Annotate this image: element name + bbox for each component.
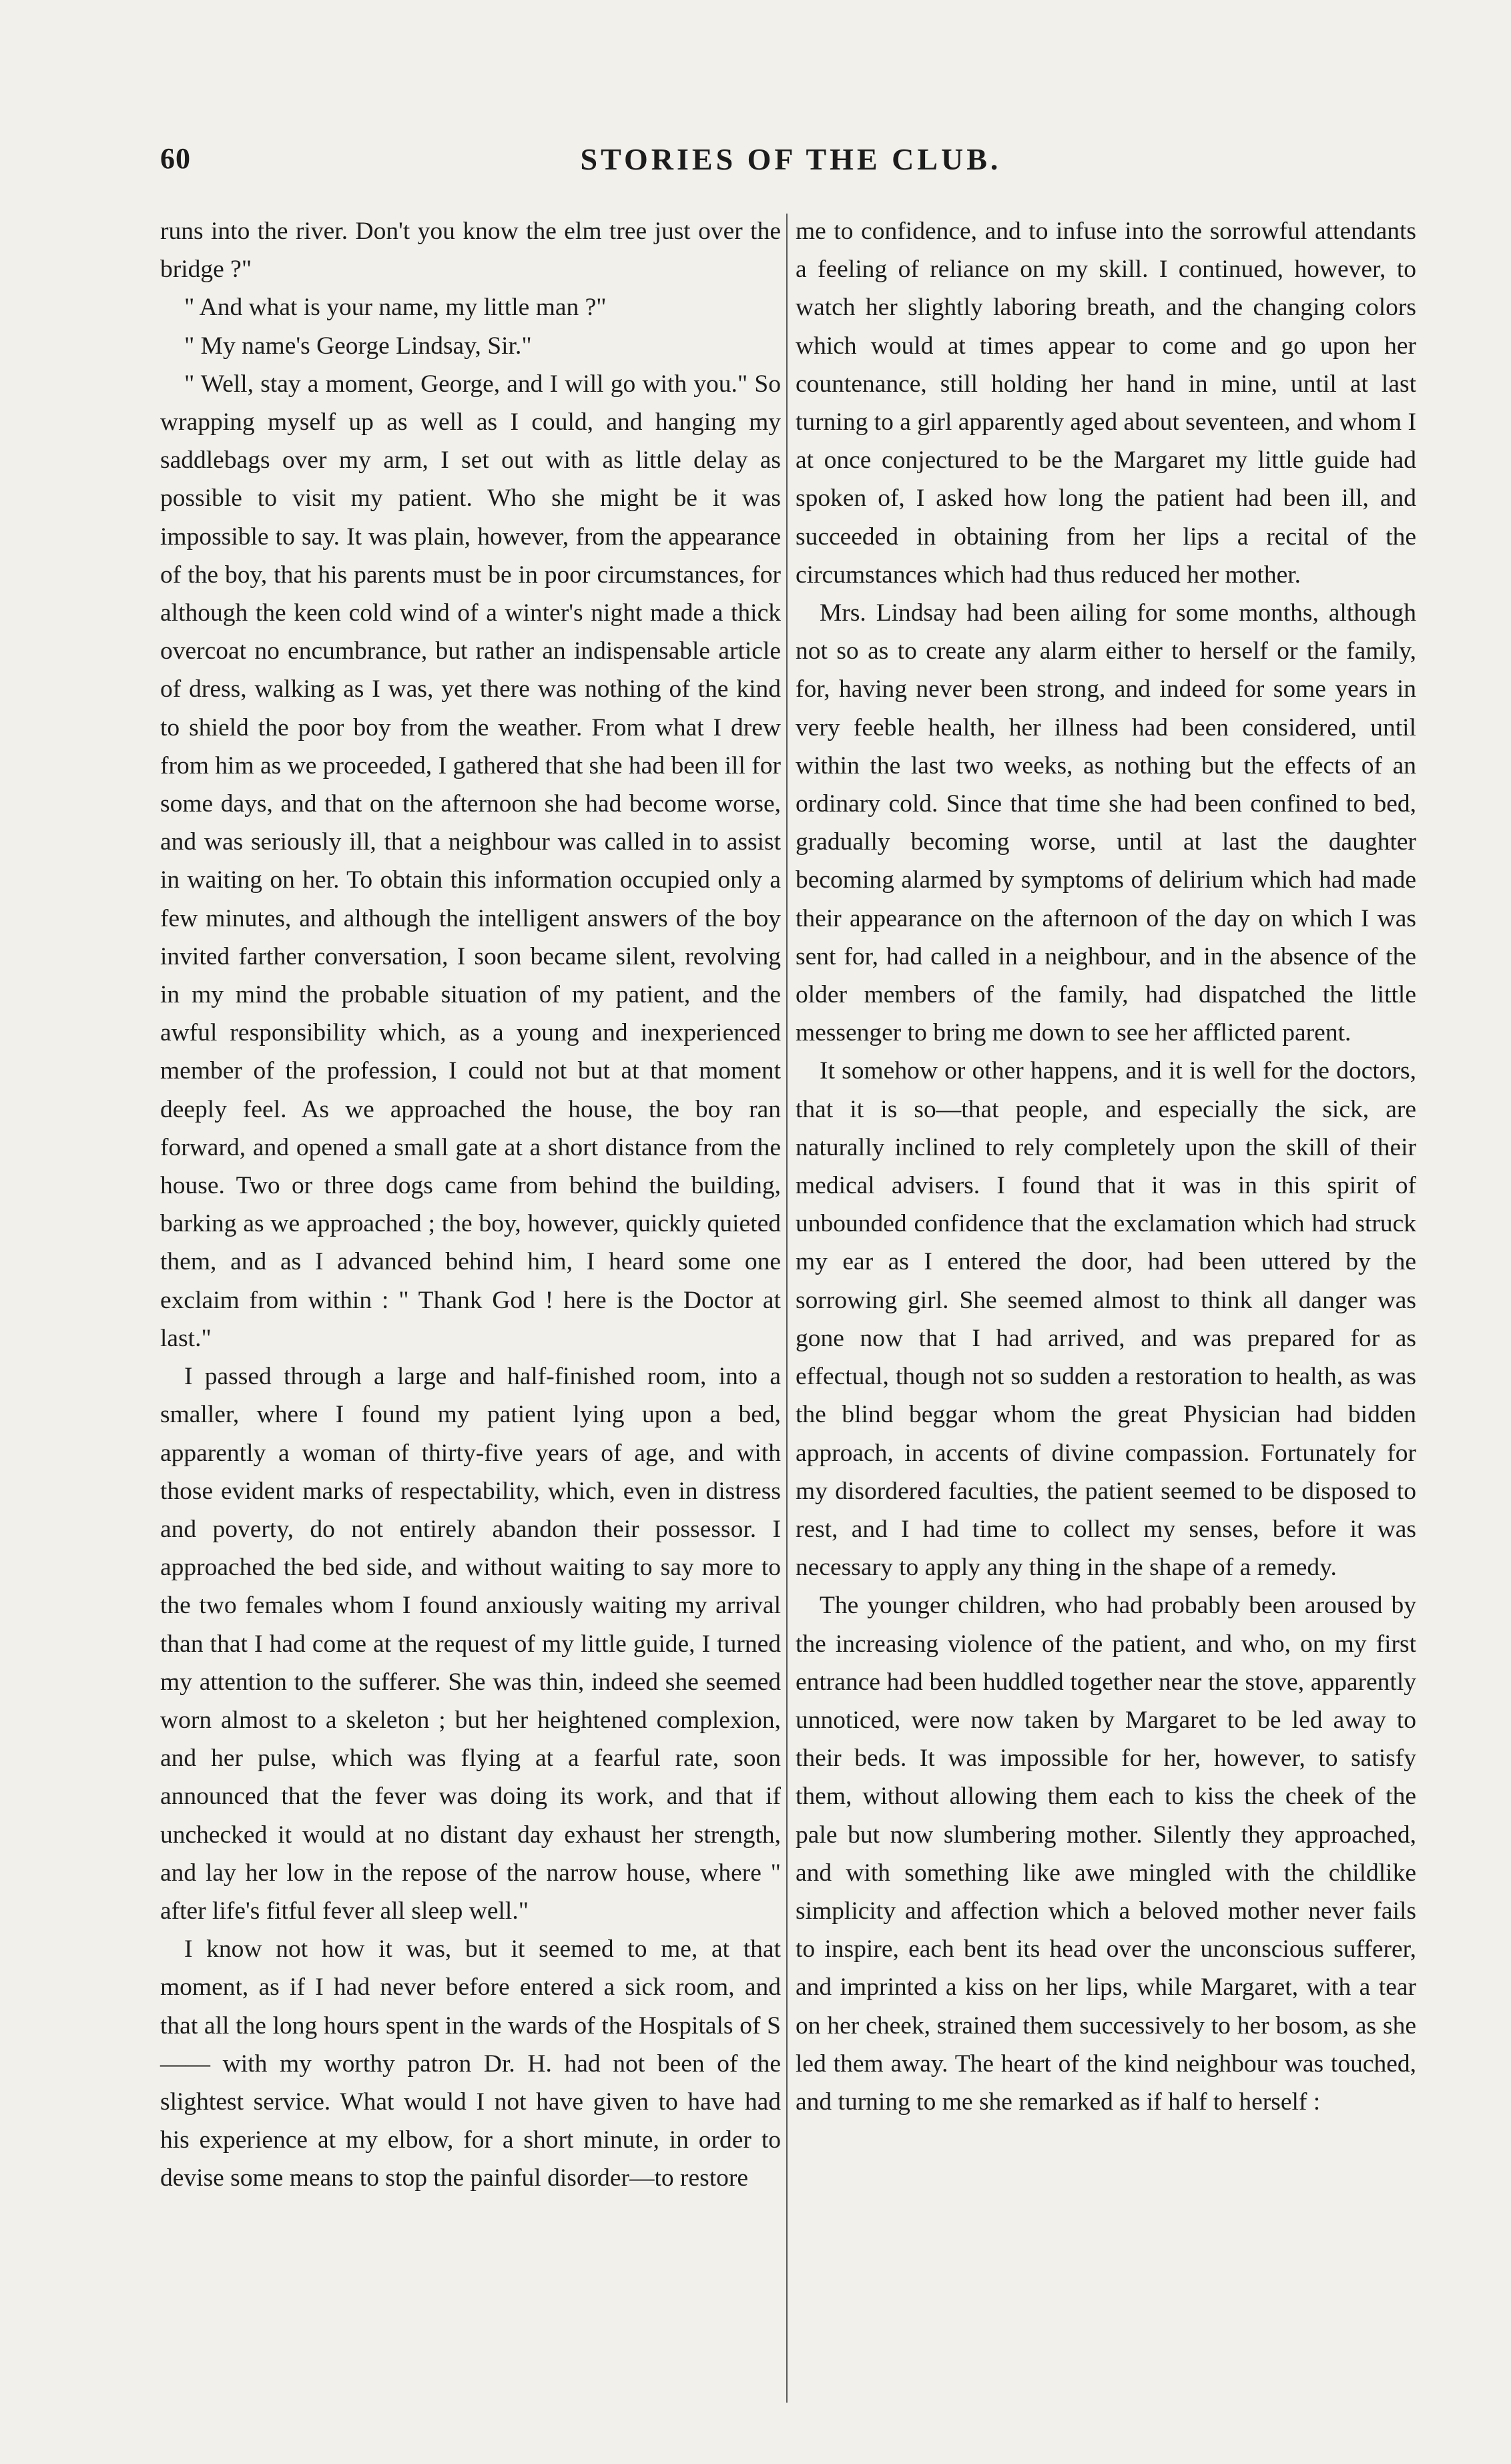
- paragraph: It somehow or other happens, and it is well for the doctors, that it is so—that people, and especially the sick, are naturally inclined to rely completely upon the skill of their medical advisers. I found that it was in this spirit of unbounded confidence that the exclamation which had struck my ear as I entered the door, had been uttered by the sorrowing girl. She seemed almost to think all danger was gone now that I had arrived, and was prepared for as effectual, though not so sudden a restoration to health, as was the blind beggar whom the great Physician had bidden approach, in accents of divine compassion. Fortunately for my disordered faculties, the patient seemed to be disposed to rest, and I had time to collect my senses, before it was necessary to apply any thing in the shape of a remedy.: [796, 1057, 1416, 1582]
- paragraph: me to confidence, and to infuse into the sorrowful attendants a feeling of reliance on my skill. I continued, however, to watch her slightly laboring breath, and the changing colors which would at times appear to come and go upon her countenance, still holding her hand in mine, until at last turning to a girl apparently aged about seventeen, and whom I at once conjectured to be the Margaret my little guide had spoken of, I asked how long the patient had been ill, and succeeded in obtaining from her lips a recital of the circumstances which had thus reduced her mother.: [796, 218, 1416, 589]
- paragraph: runs into the river. Don't you know the elm tree just over the bridge ?": [160, 218, 781, 284]
- left-column: [160, 212, 781, 2198]
- page-header: [160, 141, 1422, 195]
- paragraph: Mrs. Lindsay had been ailing for some months, although not so as to create any alarm either to herself or the family, for, having never been strong, and indeed for some years in very feeble health, her illness had been considered, until within the last two weeks, as nothing but the effects of an ordinary cold. Since that time she had been confined to bed, gradually becoming worse, until at last the daughter becoming alarmed by symptoms of delirium which had made their appearance on the afternoon of the day on which I was sent for, had called in a neighbour, and in the absence of the older members of the family, had dispatched the little messenger to bring me down to see her afflicted parent.: [796, 599, 1416, 1047]
- paragraph: " Well, stay a moment, George, and I will go with you." So wrapping myself up as well as I could, and hanging my saddlebags over my arm, I set out with as little delay as possible to visit my patient. Who she might be it was impossible to say. It was plain, however, from the appearance of the boy, that his parents must be in poor circumstances, for although the keen cold wind of a winter's night made a thick overcoat no encumbrance, but rather an indispensable article of dress, walking as I was, yet there was nothing of the kind to shield the poor boy from the weather. From what I drew from him as we proceeded, I gathered that she had been ill for some days, and that on the afternoon she had become worse, and was seriously ill, that a neighbour was called in to assist in waiting on her. To obtain this information occupied only a few minutes, and although the intelligent answers of the boy invited farther conversation, I soon became silent, revolving in my mind the probable situation of my patient, and the awful responsibility which, as a young and inexperienced member of the profession, I could not but at that moment deeply feel. As we approached the house, the boy ran forward, and opened a small gate at a short distance from the house. Two or three dogs came from behind the building, barking as we approached ; the boy, however, quickly quieted them, and as I advanced behind him, I heard some one exclaim from within : " Thank God ! here is the Doctor at last.": [160, 370, 781, 1352]
- paragraph: I know not how it was, but it seemed to me, at that moment, as if I had never before entered a sick room, and that all the long hours spent in the wards of the Hospitals of S—— with my worthy patron Dr. H. had not been of the slightest service. What would I not have given to have had his experience at my elbow, for a short minute, in order to devise some means to stop the painful disorder—to restore: [160, 1935, 781, 2192]
- paragraph: The younger children, who had probably been aroused by the increasing violence of the patient, and who, on my first entrance had been huddled together near the stove, apparently unnoticed, were now taken by Margaret to be led away to their beds. It was impossible for her, however, to satisfy them, without allowing them each to kiss the cheek of the pale but now slumbering mother. Silently they approached, and with something like awe mingled with the childlike simplicity and affection which a beloved mother never fails to inspire, each bent its head over the unconscious sufferer, and imprinted a kiss on her lips, while Margaret, with a tear on her cheek, strained them successively to her bosom, as she led them away. The heart of the kind neighbour was touched, and turning to me she remarked as if half to herself :: [796, 1592, 1416, 2116]
- paragraph: I passed through a large and half-finished room, into a smaller, where I found my patient lying upon a bed, apparently a woman of thirty-five years of age, and with those evident marks of respectability, which, even in distress and poverty, do not entirely abandon their possessor. I approached the bed side, and without waiting to say more to the two females whom I found anxiously waiting my arrival than that I had come at the request of my little guide, I turned my attention to the sufferer. She was thin, indeed she seemed worn almost to a skeleton ; but her heightened complexion, and her pulse, which was flying at a fearful rate, soon announced that the fever was doing its work, and that if unchecked it would at no distant day exhaust her strength, and lay her low in the repose of the narrow house, where " after life's fitful fever all sleep well.": [160, 1363, 781, 1925]
- right-column: [796, 212, 1416, 2121]
- column-divider: [786, 214, 788, 2403]
- page-number: 60: [160, 142, 191, 175]
- running-head: STORIES OF THE CLUB.: [580, 142, 1002, 176]
- paragraph: " My name's George Lindsay, Sir.": [184, 332, 532, 360]
- paragraph: " And what is your name, my little man ?": [184, 294, 607, 322]
